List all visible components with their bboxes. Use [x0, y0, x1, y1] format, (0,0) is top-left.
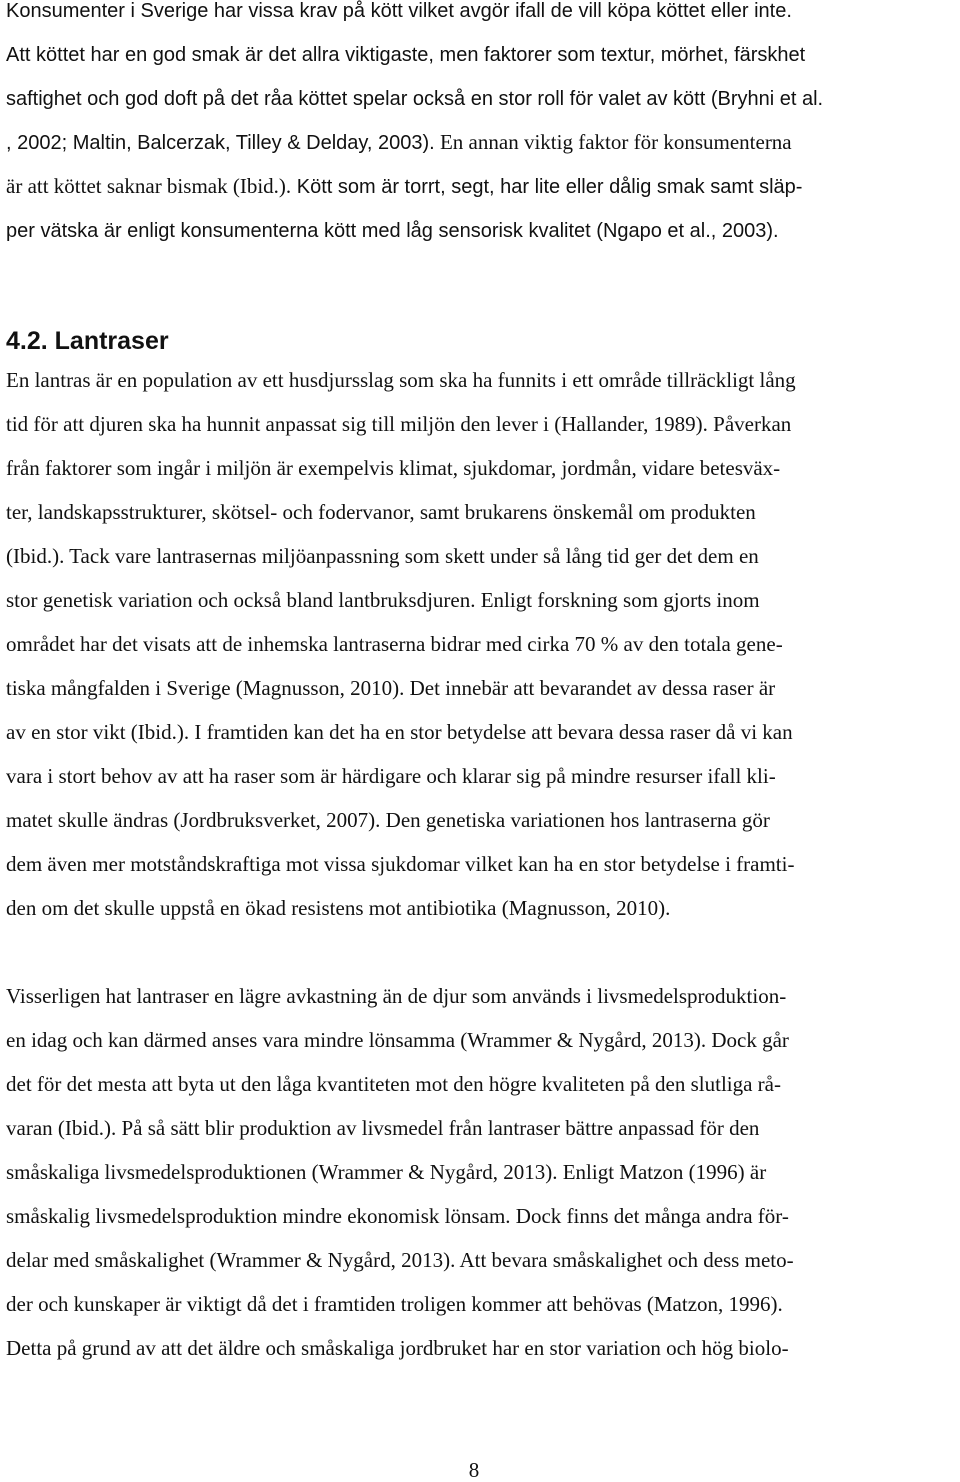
text-run: der och kunskaper är viktigt då det i framtiden troligen kommer att behövas (Matzon, 1996).	[6, 1292, 783, 1316]
text-run: Konsumenter i Sverige har vissa krav på kött vilket avgör ifall de vill köpa köttet eller inte.	[6, 0, 792, 22]
text-run: varan (Ibid.). På så sätt blir produktion av livsmedel från lantraser bättre anpassad för den	[6, 1116, 760, 1140]
text-line	[6, 534, 796, 578]
text-run: vara i stort behov av att ha raser som är härdigare och klarar sig på mindre resurser ifall kli-	[6, 764, 776, 788]
text-run: tid för att djuren ska ha hunnit anpassat sig till miljön den lever i (Hallander, 1989). Påverkan	[6, 412, 792, 436]
text-line	[6, 1150, 794, 1194]
text-line	[6, 578, 796, 622]
page-number: 8	[468, 1458, 480, 1482]
text-line	[6, 710, 796, 754]
text-run: småskalig livsmedelsproduktion mindre ekonomisk lönsam. Dock finns det många andra för-	[6, 1204, 789, 1228]
text-line	[6, 666, 796, 710]
text-run: är att köttet saknar bismak (Ibid.).	[6, 174, 292, 198]
text-line	[6, 974, 794, 1018]
text-line	[6, 402, 796, 446]
text-run: (Ibid.). Tack vare lantrasernas miljöanpassning som skett under så lång tid ger det dem en	[6, 544, 759, 568]
text-run: från faktorer som ingår i miljön är exempelvis klimat, sjukdomar, jordmån, vidare betesväx-	[6, 456, 781, 480]
text-run: delar med småskalighet (Wrammer & Nygård, 2013). Att bevara småskalighet och dess meto-	[6, 1248, 794, 1272]
text-run: per vätska är enligt konsumenterna kött med låg sensorisk kvalitet (Ngapo et al., 2003).	[6, 220, 779, 242]
text-run: den om det skulle uppstå en ökad resistens mot antibiotika (Magnusson, 2010).	[6, 896, 671, 920]
text-line	[6, 0, 823, 32]
text-run: tiska mångfalden i Sverige (Magnusson, 2010). Det innebär att bevarandet av dessa raser är	[6, 676, 776, 700]
text-run: stor genetisk variation och också bland lantbruksdjuren. Enligt forskning som gjorts inom	[6, 588, 760, 612]
section-heading-lantraser: 4.2. Lantraser	[6, 327, 169, 355]
text-run: ter, landskapsstrukturer, skötsel- och fodervanor, samt brukarens önskemål om produkten	[6, 500, 756, 524]
text-line	[6, 490, 796, 534]
text-line	[6, 446, 796, 490]
text-line	[6, 1326, 794, 1370]
text-line	[6, 1062, 794, 1106]
text-line	[6, 622, 796, 666]
text-line	[6, 164, 823, 208]
text-run: dem även mer motståndskraftiga mot vissa sjukdomar vilket kan ha en stor betydelse i framti-	[6, 852, 795, 876]
text-run: en idag och kan därmed anses vara mindre lönsamma (Wrammer & Nygård, 2013). Dock går	[6, 1028, 789, 1052]
text-run: området har det visats att de inhemska lantraserna bidrar med cirka 70 % av den totala gene-	[6, 632, 783, 656]
text-run: En annan viktig faktor för konsumenterna	[434, 130, 792, 154]
text-line	[6, 1282, 794, 1326]
text-line	[6, 1194, 794, 1238]
text-run: matet skulle ändras (Jordbruksverket, 2007). Den genetiska variationen hos lantraserna gör	[6, 808, 770, 832]
text-run: En lantras är en population av ett husdjursslag som ska ha funnits i ett område tillräckligt lång	[6, 368, 796, 392]
text-run: Visserligen hat lantraser en lägre avkastning än de djur som används i livsmedelsproduktion-	[6, 984, 787, 1008]
text-line	[6, 208, 823, 252]
text-run: småskaliga livsmedelsproduktionen (Wrammer & Nygård, 2013). Enligt Matzon (1996) är	[6, 1160, 767, 1184]
text-run: av en stor vikt (Ibid.). I framtiden kan det ha en stor betydelse att bevara dessa raser då vi kan	[6, 720, 793, 744]
text-run: saftighet och god doft på det råa köttet spelar också en stor roll för valet av kött (Bryhni et al.	[6, 88, 824, 110]
paragraph-consumer-demands	[6, 0, 823, 252]
text-line	[6, 32, 823, 76]
text-line	[6, 1238, 794, 1282]
text-line	[6, 886, 796, 930]
text-run: , 2002; Maltin, Balcerzak, Tilley & Delday, 2003).	[6, 132, 435, 154]
paragraph-lantras-yield	[6, 974, 794, 1370]
text-line	[6, 358, 796, 402]
text-line	[6, 1018, 794, 1062]
paragraph-lantras-definition	[6, 358, 796, 930]
text-line	[6, 798, 796, 842]
text-run: Detta på grund av att det äldre och småskaliga jordbruket har en stor variation och hög biolo-	[6, 1336, 789, 1360]
text-line	[6, 842, 796, 886]
text-run: det för det mesta att byta ut den låga kvantiteten mot den högre kvaliteten på den slutliga rå-	[6, 1072, 781, 1096]
text-line	[6, 120, 823, 164]
text-run: Kött som är torrt, segt, har lite eller dålig smak samt släp-	[291, 176, 803, 198]
text-line	[6, 76, 823, 120]
text-line	[6, 1106, 794, 1150]
text-line	[6, 754, 796, 798]
text-run: Att köttet har en god smak är det allra viktigaste, men faktorer som textur, mörhet, färskhet	[6, 44, 806, 66]
